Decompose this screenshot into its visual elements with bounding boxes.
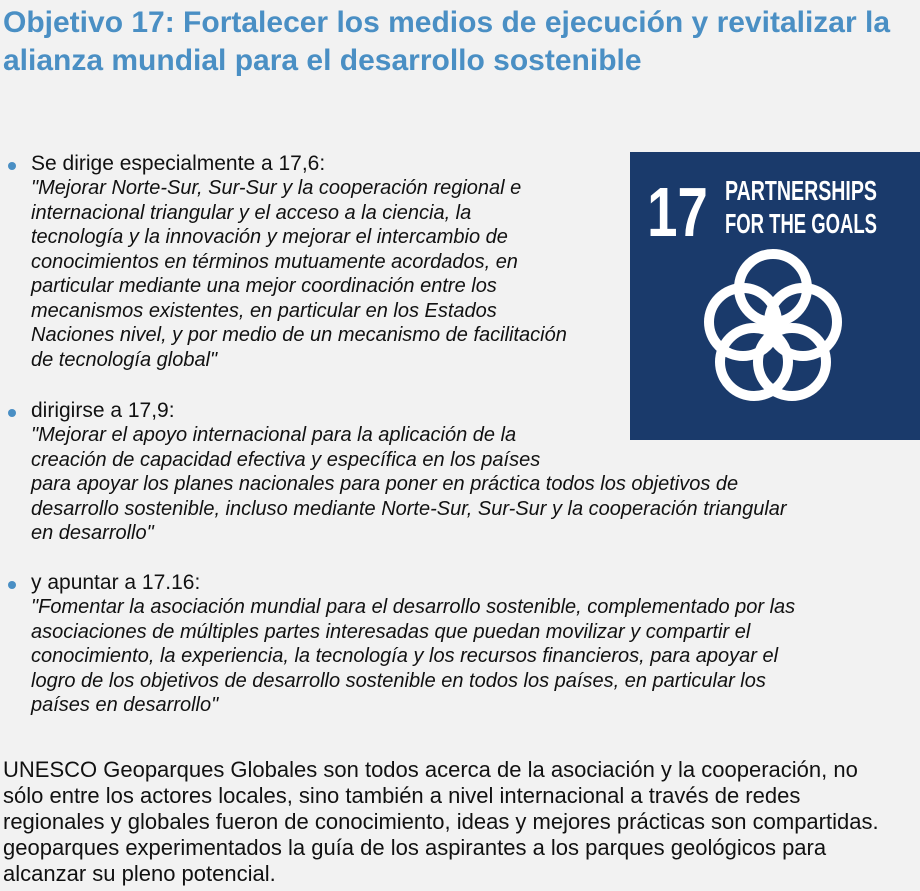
closing-paragraph: UNESCO Geoparques Globales son todos acerca de la asociación y la cooperación, no sólo entre los actores locales, sino también a nivel internacional a través de redes regionales y globales fueron de conocimiento, ideas y mejores prácticas son compartidas. geoparques experimentados la guía de los aspirantes a los parques geológicos para alcanzar su pleno potencial. xyxy=(3,757,879,886)
target-lead: dirigirse a 17,9: xyxy=(31,399,175,422)
target-lead: Se dirige especialmente a 17,6: xyxy=(31,152,326,175)
quote-line: para apoyar los planes nacionales para poner en práctica todos los objetivos de xyxy=(31,473,739,495)
quote-line: tecnología y la innovación y mejorar el intercambio de xyxy=(31,226,508,248)
quote-line: "Mejorar el apoyo internacional para la aplicación de la xyxy=(31,424,517,446)
quote-line: conocimientos en términos mutuamente acordados, en xyxy=(31,250,518,273)
quote-line: asociaciones de múltiples partes interesadas que puedan movilizar y compartir el xyxy=(31,620,751,643)
logo-number: 17 xyxy=(647,173,708,252)
quote-line: internacional triangular y el acceso a la ciencia, la xyxy=(31,201,472,224)
quote-line: países en desarrollo" xyxy=(31,694,219,716)
logo-line2: FOR THE GOALS xyxy=(725,208,877,239)
target-quote xyxy=(31,595,901,718)
quote-line: en desarrollo" xyxy=(31,522,154,544)
quote-line: mecanismos existentes, en particular en los Estados xyxy=(31,299,497,322)
quote-line: de tecnología global" xyxy=(31,348,218,371)
sdg-17-logo xyxy=(630,152,920,440)
quote-line: particular mediante una mejor coordinación entre los xyxy=(31,275,497,297)
slide-title: Objetivo 17: Fortalecer los medios de ejecución y revitalizar la alianza mundial para el desarrollo sostenible xyxy=(3,6,891,77)
quote-line: logro de los objetivos de desarrollo sostenible en todos los países, en particular los xyxy=(31,669,766,692)
target-quote xyxy=(31,176,631,372)
bullet-icon xyxy=(8,162,16,170)
quote-line: "Fomentar la asociación mundial para el desarrollo sostenible, complementado por las xyxy=(31,596,796,618)
bullet-icon xyxy=(8,581,16,589)
quote-line: conocimiento, la experiencia, la tecnología y los recursos financieros, para apoyar el xyxy=(31,645,779,667)
target-quote xyxy=(31,423,901,546)
logo-line1: PARTNERSHIPS xyxy=(725,175,877,206)
quote-line: Naciones nivel, y por medio de un mecanismo de facilitación xyxy=(31,324,567,346)
quote-line: desarrollo sostenible, incluso mediante Norte-Sur, Sur-Sur y la cooperación triangular xyxy=(31,497,787,520)
target-lead: y apuntar a 17.16: xyxy=(31,571,201,594)
quote-line: creación de capacidad efectiva y específica en los países xyxy=(31,448,541,471)
quote-line: "Mejorar Norte-Sur, Sur-Sur y la cooperación regional e xyxy=(31,177,522,199)
bullet-icon xyxy=(8,409,16,417)
